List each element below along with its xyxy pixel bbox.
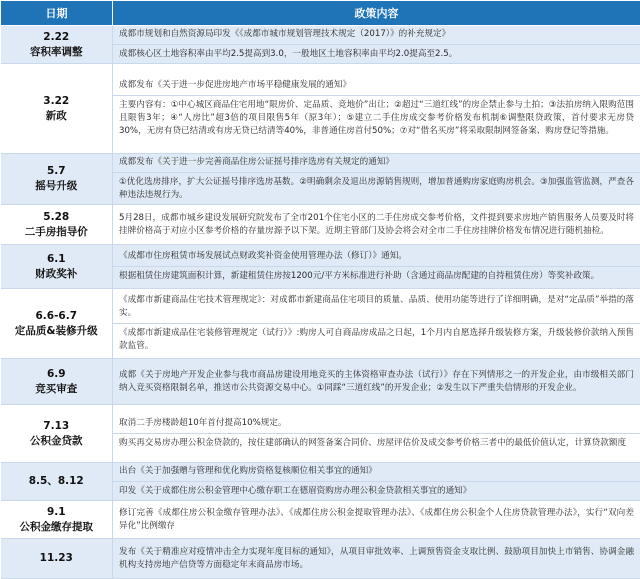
row-label: 定品质&装修升级 [3, 324, 111, 339]
row-date-cell [1, 154, 113, 205]
policy-text: 成都发布《关于进一步完善商品住房公证摇号排序选房有关规定的通知》 [119, 156, 634, 169]
row-date-cell [1, 359, 113, 405]
policy-text: 成都发布《关于进一步促进房地产市场平稳健康发展的通知》 [119, 79, 634, 92]
row-date-cell [1, 405, 113, 463]
row-label: 公积金缴存提取 [3, 520, 111, 535]
row-date: 6.9 [3, 367, 111, 382]
policy-text: 修订完善《成都住房公积金缴存管理办法》、《成都住房公积金提取管理办法》、《成都住房公积金个人住房贷款管理办法》，实行“双向差异化”比例缴存 [119, 507, 634, 533]
row-content-cell [113, 463, 640, 501]
row-content-cell [113, 205, 640, 245]
content-divider [113, 323, 640, 324]
policy-text: 主要内容有：①中心城区商品住宅用地“限房价、定品质、竞地价”出让；②超过“三道红线”的房企禁止参与土拍；③法拍房纳入限购范围且限售3年；④“人房比”超3倍的项目限售5年（原3年）；⑤建立二手住房成交参考价格发布机制⑥调整限贷政策，首付要求无房贷30%，无房有贷已结清或有房无贷已结清等40%，非普通住房首付50%；⑦对“借名买房”将采取限制网签备案、购房登记等措施。 [119, 99, 634, 138]
row-content-cell [113, 501, 640, 539]
row-label: 二手房指导价 [3, 225, 111, 240]
row-date: 7.13 [3, 419, 111, 434]
row-date: 2.22 [3, 30, 111, 45]
policy-text: 《成都市新建成品住宅装修管理规定（试行）》:购房人可自商品房成品之日起，1个月内自愿选择升级装修方案，升级装修价款纳入预售款监管。 [119, 327, 634, 353]
table-row [1, 359, 640, 405]
row-date-cell [1, 245, 113, 289]
policy-text: 出台《关于加强赠与管理和优化购房资格复核顺位相关事宜的通知》 [119, 465, 634, 478]
policy-text: 印发《关于成都住房公积金管理中心缴存职工在德眉资购房办理公积金贷款相关事宜的通知》 [119, 485, 634, 498]
table-row [1, 205, 640, 245]
row-content-cell [113, 539, 640, 579]
policy-text: 取消二手房楼龄超10年首付提高10%规定。 [119, 417, 634, 430]
table-row [1, 64, 640, 154]
policy-text: 成都《关于房地产开发企业参与我市商品房建设用地竞买的主体资格审查办法（试行）》存在下列情形之一的开发企业，由市级相关部门纳入竞买资格限制名单，推送市公共资源交易中心。①同踩“三道红线”的开发企业；②发生以下严重失信情形的开发企业。 [119, 369, 634, 395]
policy-text: 根据租赁住房建筑面积计算，新建租赁住房按1200元/平方米标准进行补助（含通过商品房配建的自持租赁住房）等奖补政策。 [119, 270, 634, 283]
row-date: 5.28 [3, 210, 111, 225]
content-divider [113, 433, 640, 434]
row-label: 新政 [3, 109, 111, 124]
table-row [1, 245, 640, 289]
policy-text: 《成都市住房租赁市场发展试点财政奖补资金使用管理办法（修订）》通知。 [119, 250, 634, 263]
policy-text: 成都市规划和自然资源局印发《《成都市城市规划管理技术规定（2017）》的补充规定》 [119, 28, 634, 41]
row-label: 容积率调整 [3, 45, 111, 60]
row-date-cell [1, 289, 113, 359]
content-divider [113, 266, 640, 267]
row-date: 6.1 [3, 252, 111, 267]
row-date: 5.7 [3, 164, 111, 179]
row-date-cell [1, 539, 113, 579]
row-date: 9.1 [3, 505, 111, 520]
row-date: 11.23 [3, 551, 111, 566]
row-label: 公积金贷款 [3, 434, 111, 449]
policy-text: 5月28日，成都市城乡建设发展研究院发布了全市201个住宅小区的二手住房成交参考价格，文件提到要求房地产销售服务人员要及时将挂牌价格高于对应小区参考价格的存量房源予以下架。近期主管部门及协会将会对全市二手住房挂牌价格发布情况进行随机抽检。 [119, 212, 634, 238]
table-row [1, 501, 640, 539]
row-label: 财政奖补 [3, 267, 111, 282]
row-content-cell [113, 26, 640, 64]
content-divider [113, 481, 640, 482]
content-divider [113, 44, 640, 45]
row-date: 3.22 [3, 94, 111, 109]
row-date-cell [1, 501, 113, 539]
content-divider [113, 95, 640, 96]
table-row [1, 289, 640, 359]
row-date-cell [1, 64, 113, 154]
row-date: 8.5、8.12 [3, 474, 111, 489]
row-content-cell [113, 405, 640, 463]
row-content-cell [113, 64, 640, 154]
row-content-cell [113, 245, 640, 289]
table-row [1, 26, 640, 64]
table-row [1, 154, 640, 205]
row-date-cell [1, 463, 113, 501]
row-date: 6.6-6.7 [3, 309, 111, 324]
content-divider [113, 172, 640, 173]
policy-text: ①优化选房排序，扩大公证摇号排序选房基数。②明确剩余及退出房源销售规则，增加普通购房家庭购房机会。③加强监管监测，严查各种违法违规行为。 [119, 176, 634, 202]
table-row [1, 539, 640, 579]
row-content-cell [113, 289, 640, 359]
row-content-cell [113, 359, 640, 405]
table-row [1, 463, 640, 501]
table-row [1, 405, 640, 463]
row-label: 摇号升级 [3, 179, 111, 194]
row-content-cell [113, 154, 640, 205]
policy-text: 《成都市新建商品住宅技术管理规定》：对成都市新建商品住宅项目的质量、品质、使用功能等进行了详细明确，是对“定品质”举措的落实。 [119, 294, 634, 320]
row-date-cell [1, 26, 113, 64]
row-label: 竞买审查 [3, 382, 111, 397]
row-date-cell [1, 205, 113, 245]
header-content: 政策内容 [113, 1, 640, 26]
table-header-row [1, 1, 640, 26]
header-date: 日期 [1, 1, 113, 26]
policy-text: 购买再交易房办理公积金贷款的，按住建部确认的网签备案合同价、房屋评估价及成交参考价格三者中的最低价值认定，计算贷款额度 [119, 437, 634, 450]
policy-text: 发布《关于精准应对疫情冲击全力实现年度目标的通知》，从项目审批效率、上调预售资金支取比例、鼓励项目加快上市销售、协调金融机构支持房地产信贷等方面稳定年末商品房市场。 [119, 546, 634, 572]
policy-text: 成都核心区土地容积率由平均2.5提高到3.0，一般地区土地容积率由平均2.0提高至2.5。 [119, 48, 634, 61]
